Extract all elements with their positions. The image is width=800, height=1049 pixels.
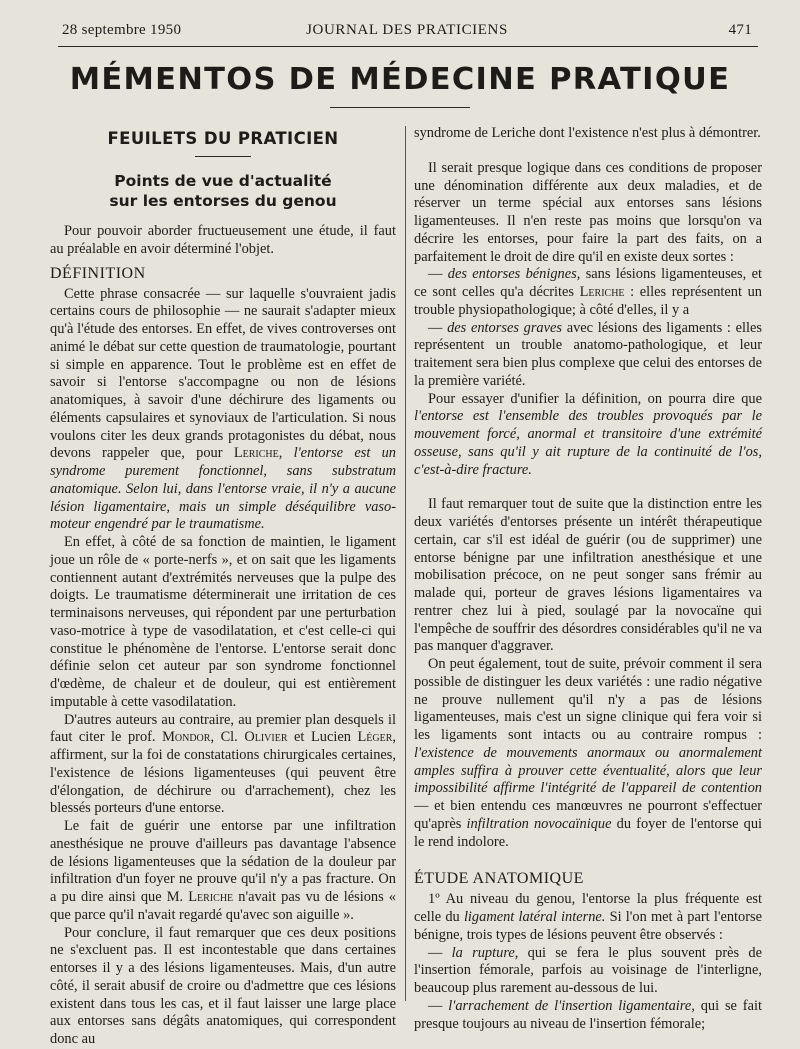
text: qui se fait presque toujours au niveau de l'insertion fémorale; bbox=[414, 997, 762, 1032]
italic-text: la rupture, bbox=[451, 944, 519, 961]
author-name: Mondor bbox=[162, 729, 211, 746]
article-subtitle bbox=[50, 171, 396, 211]
issue-date: 28 septembre 1950 bbox=[62, 22, 182, 38]
author-name: Léger bbox=[357, 729, 393, 746]
paragraph bbox=[414, 266, 762, 319]
section-rule bbox=[195, 156, 251, 157]
text: du foyer de l'entorse qui le rend indolore. bbox=[414, 815, 763, 850]
text: Si l'on met à part l'entorse bénigne, trois types de lésions peuvent être observés : bbox=[414, 909, 762, 943]
italic-text: ligament latéral interne. bbox=[463, 909, 606, 925]
text: sans lésions ligamenteuses, et ce sont celles qu'a décrites bbox=[414, 266, 762, 300]
column-divider bbox=[405, 126, 406, 1001]
text: n'avait pas vu de lésions « que parce qu'il n'avait regardé qu'avec son aiguille ». bbox=[50, 889, 397, 923]
text: : elles représentent un trouble physiopathologique; à côté d'elles, il y a bbox=[414, 284, 762, 318]
paragraph bbox=[414, 891, 762, 944]
text: — bbox=[428, 319, 448, 336]
text: Pour essayer d'unifier la définition, on pourra dire que bbox=[428, 390, 762, 407]
text: — et bien entendu ces manœuvres ne pourront s'effectuer qu'après bbox=[414, 798, 762, 832]
italic-text: des entorses bénignes, bbox=[447, 266, 581, 283]
paragraph bbox=[414, 656, 762, 851]
text: Le fait de guérir une entorse par une infiltration anesthésique ne prouve d'ailleurs pas davantage l'absence de lésions ligamenteuses que la sédation de la douleur par infiltration d'un foyer ne prouve qu'il n'y a pas fracture. On a pu dire ainsi que M. bbox=[50, 818, 396, 905]
paragraph bbox=[414, 320, 762, 391]
text: et Lucien bbox=[287, 729, 358, 746]
text: 1º Au niveau du genou, l'entorse la plus fréquente est celle du bbox=[414, 891, 762, 925]
paragraph: Il serait presque logique dans ces conditions de proposer une dénomination différente aux deux maladies, et de réserver un terme spécial aux entorses sans lésions ligamenteuses. Il n'en reste pas moins que lorsqu'on va décrire les entorses, pour faire la part des faits, on a parfaitement le droit de dire qu'il en existe deux sortes : bbox=[414, 159, 762, 265]
paragraph bbox=[50, 818, 396, 925]
italic-text: l'entorse est l'ensemble des troubles provoqués par le mouvement forcé, anormal et transitoire d'une extrémité osseuse, sans qu'il y ait rupture de la continuité de l'os, c'est-à-dire fracture. bbox=[414, 408, 762, 478]
paragraph: syndrome de Leriche dont l'existence n'est plus à démontrer. bbox=[414, 125, 761, 141]
paragraph bbox=[50, 286, 396, 535]
author-name: Olivier bbox=[244, 729, 288, 746]
subtitle-line-1: Points de vue d'actualité bbox=[114, 172, 332, 190]
italic-text: l'entorse est un syndrome purement fonctionnel, sans substratum anatomique. Selon lui, dans l'entorse vraie, il n'y a aucune lésion ligamentaire, mais un simple déséquilibre vaso-moteur engendré par le traumatisme. bbox=[50, 445, 396, 533]
subtitle-line-2: sur les entorses du genou bbox=[109, 192, 337, 210]
paragraph: Pour conclure, il faut remarquer que ces deux positions ne s'excluent pas. Il est incontestable que dans certaines entorses il y a des lésions ligamenteuses. Mais, d'un autre côté, il serait abusif de croire ou d'admettre que ces lésions existent dans tous les cas, et il faut laisser une large place aux entorses sans dégâts anatomiques, qui correspondent donc au bbox=[50, 924, 396, 1047]
paragraph: Il faut remarquer tout de suite que la distinction entre les deux variétés d'entorses présente un intérêt thérapeutique certain, car s'il est idéal de guérir (ou de supprimer) une entorse bénigne par une infiltration anesthésique et une mobilisation précoce, on ne peut songer sans frémir au malade qui, porteur de graves lésions ligamentaires va rentrer chez lui à pied, soulagé par la novocaïne qui l'empêche de souffrir des désordres considérables qu'il ne va pas manquer d'aggraver. bbox=[414, 496, 762, 655]
journal-name: JOURNAL DES PRATICIENS bbox=[306, 22, 508, 38]
header-rule bbox=[58, 46, 758, 47]
text: — bbox=[428, 997, 449, 1014]
page-number: 471 bbox=[728, 22, 752, 38]
italic-text: infiltration novocaïnique bbox=[466, 815, 612, 832]
left-column bbox=[50, 125, 396, 1049]
heading-anatomie: ÉTUDE ANATOMIQUE bbox=[414, 870, 584, 888]
text: D'autres auteurs au contraire, au premier plan desquels il faut citer le prof. bbox=[50, 711, 396, 746]
text: avec lésions des ligaments : elles représentent un trouble anatomo-pathologique, et leur traitement sera bien plus complexe que celui des entorses de la première variété. bbox=[414, 319, 762, 389]
right-column bbox=[414, 125, 762, 1033]
author-name: Leriche bbox=[188, 889, 234, 905]
running-head bbox=[62, 22, 752, 44]
heading-definition: DÉFINITION bbox=[50, 264, 146, 282]
text: qui se fera le plus souvent près de l'insertion fémorale, parfois au voisinage de l'interligne, beaucoup plus rarement au-dessous de lui. bbox=[414, 944, 762, 996]
title-rule bbox=[330, 107, 470, 108]
text: Cette phrase consacrée — sur laquelle s'ouvraient jadis certains cours de philosophie — ne saurait s'adapter mieux qu'à l'étude des entorses. En effet, de vives controverses ont animé le débat sur cette question de traumatologie, pourtant si simple en apparence. Tout le problème est en effet de savoir si l'entorse s'accompagne ou non de lésions anatomiques, à savoir d'une déchirure des ligaments ou éléments capsulaires et synoviaux de l'articulation. Si nous voulons citer les deux grands protagonistes du débat, nous devons rappeler que, pour bbox=[50, 285, 396, 462]
intro-paragraph: Pour pouvoir aborder fructueusement une étude, il faut au préalable en avoir déterminé l'objet. bbox=[50, 223, 396, 257]
text: , Cl. bbox=[210, 729, 245, 746]
text: , bbox=[278, 445, 294, 462]
text: , affirment, sur la foi de constatations chirurgicales certaines, l'existence de lésions ligamenteuses (qui peuvent être d'élongation, de déchirure ou d'arrachement), chez les blessés porteurs d'une entorse. bbox=[50, 729, 396, 817]
paragraph bbox=[414, 998, 762, 1034]
italic-text: des entorses graves bbox=[447, 319, 562, 336]
paragraph bbox=[414, 945, 762, 998]
paragraph bbox=[414, 391, 762, 480]
paragraph: En effet, à côté de sa fonction de maintien, le ligament joue un rôle de « porte-nerfs », et on sait que les ligaments contiennent autant d'extrémités nerveuses que la pulpe des doigts. Le traumatisme déterminerait une irritation de ces terminaisons nerveuses, qui répondent par une perturbation vaso-motrice à type de vasodilatation, et c'est celle-ci qui constitue le phénomène de l'entorse. L'entorse serait donc définie selon cet auteur par son syndrome fonctionnel d'œdème, de chaleur et de douleur, qui est entièrement imputable à cette vasodilatation. bbox=[50, 534, 396, 710]
paragraph bbox=[50, 712, 396, 819]
author-name: Leriche bbox=[233, 445, 279, 462]
page-title: MÉMENTOS DE MÉDECINE PRATIQUE bbox=[69, 62, 731, 97]
text: — bbox=[428, 266, 448, 283]
italic-text: l'existence de mouvements anormaux ou anormalement amples suffira à prouver cette éventualité, alors que leur impossibilité affirme l'intégrité de l'appareil de contention bbox=[414, 744, 762, 797]
text: — bbox=[428, 944, 452, 961]
section-title: FEUILETS DU PRATICIEN bbox=[107, 129, 339, 148]
text: On peut également, tout de suite, prévoir comment il sera possible de distinguer les deux variétés : une radio négative ne prouve nullement qu'il n'y a pas de lésions ligamenteuses, mais c'est un signe clinique qui fera voir si les ligaments sont intacts ou au contraire rompus : bbox=[414, 656, 762, 743]
author-name: Leriche bbox=[579, 284, 625, 300]
italic-text: l'arrachement de l'insertion ligamentaire, bbox=[448, 997, 695, 1014]
